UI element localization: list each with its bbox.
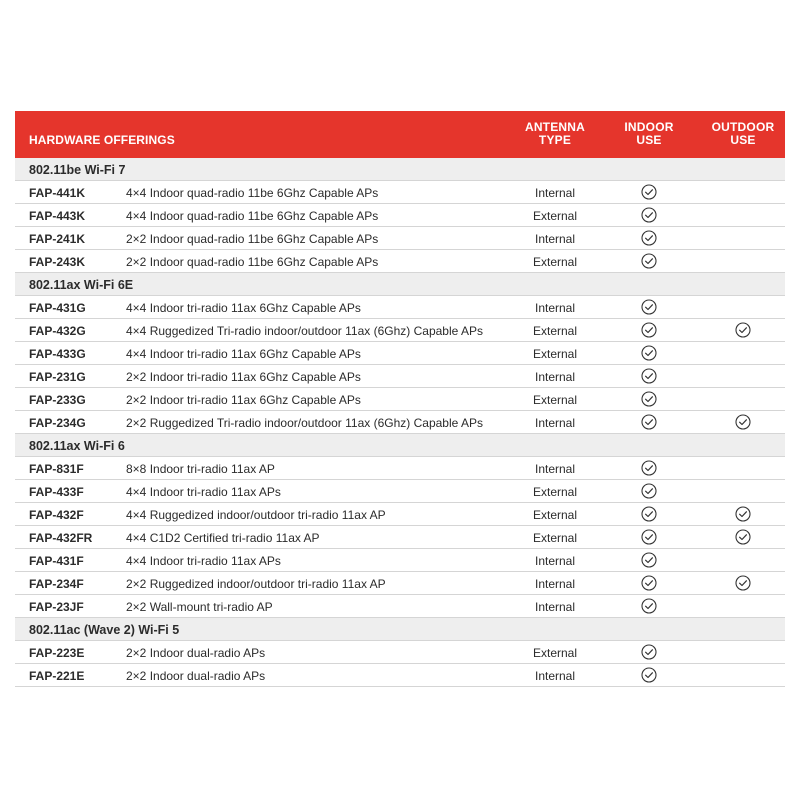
table-body <box>15 158 785 687</box>
antenna-type-cell: External <box>532 508 578 522</box>
indoor-check-circle-icon <box>641 345 657 361</box>
outdoor-check-circle-icon <box>735 322 751 338</box>
header-title: HARDWARE OFFERINGS <box>29 133 175 147</box>
section-title: 802.11be Wi-Fi 7 <box>29 163 126 177</box>
model-cell: FAP-432F <box>29 508 84 522</box>
table-header <box>15 111 785 158</box>
model-cell: FAP-831F <box>29 462 84 476</box>
antenna-type-cell: External <box>532 209 578 223</box>
description-cell: 4×4 Indoor tri-radio 11ax APs <box>126 554 281 568</box>
indoor-check-circle-icon <box>641 598 657 614</box>
hardware-offerings-table <box>15 111 785 687</box>
table-row <box>15 503 785 526</box>
model-cell: FAP-433G <box>29 347 86 361</box>
model-cell: FAP-243K <box>29 255 86 269</box>
antenna-type-cell: Internal <box>534 301 576 315</box>
header-antenna-type <box>507 121 603 147</box>
header-antenna-line2: TYPE <box>538 133 572 147</box>
antenna-type-cell: Internal <box>534 370 576 384</box>
outdoor-check-circle-icon <box>735 529 751 545</box>
description-cell: 8×8 Indoor tri-radio 11ax AP <box>126 462 275 476</box>
indoor-check-circle-icon <box>641 322 657 338</box>
table-row <box>15 595 785 618</box>
model-cell: FAP-234G <box>29 416 86 430</box>
description-cell: 4×4 Indoor tri-radio 11ax APs <box>126 485 281 499</box>
table-row <box>15 319 785 342</box>
table-row <box>15 342 785 365</box>
antenna-type-cell: External <box>532 531 578 545</box>
table-row <box>15 480 785 503</box>
indoor-check-circle-icon <box>641 207 657 223</box>
table-row <box>15 181 785 204</box>
antenna-type-cell: Internal <box>534 232 576 246</box>
description-cell: 2×2 Ruggedized indoor/outdoor tri-radio 11ax AP <box>126 577 386 591</box>
model-cell: FAP-443K <box>29 209 86 223</box>
table-row <box>15 388 785 411</box>
model-cell: FAP-231G <box>29 370 86 384</box>
table-row <box>15 227 785 250</box>
table-row <box>15 365 785 388</box>
model-cell: FAP-431F <box>29 554 84 568</box>
model-cell: FAP-432FR <box>29 531 93 545</box>
indoor-check-circle-icon <box>641 483 657 499</box>
model-cell: FAP-432G <box>29 324 86 338</box>
indoor-check-circle-icon <box>641 230 657 246</box>
outdoor-check-circle-icon <box>735 575 751 591</box>
outdoor-check-circle-icon <box>735 506 751 522</box>
model-cell: FAP-23JF <box>29 600 84 614</box>
header-indoor-line1: INDOOR <box>624 120 674 134</box>
table-row <box>15 572 785 595</box>
description-cell: 4×4 C1D2 Certified tri-radio 11ax AP <box>126 531 320 545</box>
description-cell: 4×4 Ruggedized Tri-radio indoor/outdoor 11ax (6Ghz) Capable APs <box>126 324 483 338</box>
description-cell: 2×2 Wall-mount tri-radio AP <box>126 600 273 614</box>
description-cell: 4×4 Indoor tri-radio 11ax 6Ghz Capable APs <box>126 301 361 315</box>
description-cell: 4×4 Indoor quad-radio 11be 6Ghz Capable APs <box>126 186 379 200</box>
antenna-type-cell: External <box>532 485 578 499</box>
indoor-check-circle-icon <box>641 575 657 591</box>
section-title: 802.11ax Wi-Fi 6E <box>29 278 134 292</box>
header-outdoor-line1: OUTDOOR <box>711 120 775 134</box>
section-title: 802.11ax Wi-Fi 6 <box>29 439 125 453</box>
description-cell: 2×2 Indoor dual-radio APs <box>126 669 266 683</box>
table-row <box>15 641 785 664</box>
model-cell: FAP-223E <box>29 646 85 660</box>
indoor-check-circle-icon <box>641 667 657 683</box>
indoor-check-circle-icon <box>641 253 657 269</box>
indoor-check-circle-icon <box>641 529 657 545</box>
antenna-type-cell: Internal <box>534 186 576 200</box>
antenna-type-cell: Internal <box>534 669 576 683</box>
table-row <box>15 664 785 687</box>
antenna-type-cell: Internal <box>534 554 576 568</box>
section-header <box>15 273 785 296</box>
antenna-type-cell: External <box>532 255 578 269</box>
model-cell: FAP-431G <box>29 301 86 315</box>
indoor-check-circle-icon <box>641 414 657 430</box>
description-cell: 2×2 Indoor dual-radio APs <box>126 646 266 660</box>
antenna-type-cell: Internal <box>534 462 576 476</box>
model-cell: FAP-233G <box>29 393 86 407</box>
table-row <box>15 457 785 480</box>
table-row <box>15 204 785 227</box>
table-row <box>15 411 785 434</box>
section-header <box>15 618 785 641</box>
description-cell: 2×2 Indoor quad-radio 11be 6Ghz Capable APs <box>126 255 379 269</box>
indoor-check-circle-icon <box>641 460 657 476</box>
antenna-type-cell: Internal <box>534 416 576 430</box>
description-cell: 4×4 Indoor quad-radio 11be 6Ghz Capable APs <box>126 209 379 223</box>
description-cell: 2×2 Indoor tri-radio 11ax 6Ghz Capable APs <box>126 370 361 384</box>
antenna-type-cell: Internal <box>534 600 576 614</box>
model-cell: FAP-433F <box>29 485 84 499</box>
indoor-check-circle-icon <box>641 644 657 660</box>
table-row <box>15 296 785 319</box>
indoor-check-circle-icon <box>641 506 657 522</box>
antenna-type-cell: External <box>532 347 578 361</box>
description-cell: 2×2 Indoor tri-radio 11ax 6Ghz Capable APs <box>126 393 361 407</box>
table-row <box>15 549 785 572</box>
model-cell: FAP-441K <box>29 186 86 200</box>
header-outdoor-use <box>695 121 791 147</box>
indoor-check-circle-icon <box>641 391 657 407</box>
table-row <box>15 250 785 273</box>
description-cell: 2×2 Ruggedized Tri-radio indoor/outdoor 11ax (6Ghz) Capable APs <box>126 416 483 430</box>
antenna-type-cell: External <box>532 646 578 660</box>
antenna-type-cell: External <box>532 324 578 338</box>
section-title: 802.11ac (Wave 2) Wi-Fi 5 <box>29 623 180 637</box>
model-cell: FAP-234F <box>29 577 84 591</box>
header-antenna-line1: ANTENNA <box>524 120 586 134</box>
header-outdoor-line2: USE <box>730 133 756 147</box>
indoor-check-circle-icon <box>641 299 657 315</box>
description-cell: 4×4 Ruggedized indoor/outdoor tri-radio 11ax AP <box>126 508 386 522</box>
antenna-type-cell: External <box>532 393 578 407</box>
section-header <box>15 158 785 181</box>
header-indoor-use <box>601 121 697 147</box>
indoor-check-circle-icon <box>641 184 657 200</box>
description-cell: 4×4 Indoor tri-radio 11ax 6Ghz Capable APs <box>126 347 361 361</box>
indoor-check-circle-icon <box>641 368 657 384</box>
section-header <box>15 434 785 457</box>
indoor-check-circle-icon <box>641 552 657 568</box>
table-row <box>15 526 785 549</box>
model-cell: FAP-241K <box>29 232 86 246</box>
antenna-type-cell: Internal <box>534 577 576 591</box>
outdoor-check-circle-icon <box>735 414 751 430</box>
header-indoor-line2: USE <box>636 133 662 147</box>
description-cell: 2×2 Indoor quad-radio 11be 6Ghz Capable APs <box>126 232 379 246</box>
model-cell: FAP-221E <box>29 669 85 683</box>
